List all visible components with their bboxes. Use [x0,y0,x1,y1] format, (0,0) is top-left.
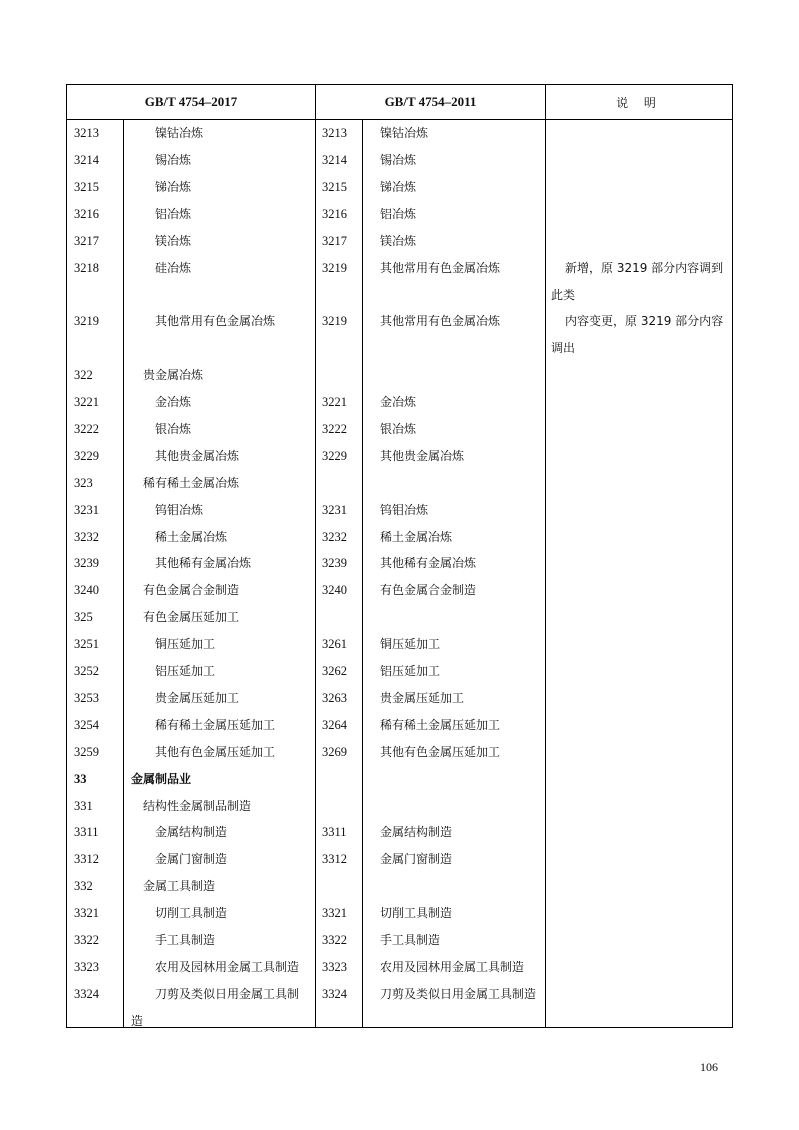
name-2011: 金属门窗制造 [380,852,453,867]
code-2011: 3219 [322,260,347,275]
code-2011: 3222 [322,421,347,436]
name-2017: 农用及园林用金属工具制造 [155,959,300,974]
code-2017: 332 [74,879,93,894]
code-2017: 3321 [74,906,99,921]
code-2017: 322 [74,368,93,383]
code-2017: 3221 [74,395,99,409]
table-row [67,739,732,766]
name-2017: 其他有色金属压延加工 [155,744,276,759]
name-2017: 金冶炼 [155,395,192,409]
table-row [67,981,732,1008]
code-2011: 3324 [322,986,347,1001]
name-2017: 锑冶炼 [155,179,192,194]
code-2011: 3216 [322,206,347,221]
code-2011: 3323 [322,959,347,974]
table-row [67,900,732,927]
table-row [67,954,732,981]
code-2011: 3311 [322,825,347,840]
name-2017: 硅冶炼 [155,260,192,275]
table-row [67,362,732,389]
name-2017: 刀剪及类似日用金属工具制 [155,986,300,1001]
code-2017: 3214 [74,152,99,167]
table-row [67,470,732,497]
name-2011: 稀土金属冶炼 [380,529,453,544]
name-2017: 铜压延加工 [155,637,216,652]
code-2011: 3269 [322,744,347,759]
code-2017: 3240 [74,583,99,598]
table-row [67,550,732,577]
code-2011: 3261 [322,637,347,652]
name-2017: 其他稀有金属冶炼 [155,556,252,571]
name-2017: 金属门窗制造 [155,852,228,867]
code-2011: 3221 [322,395,347,409]
name-2017: 有色金属合金制造 [143,583,240,598]
table-row [67,846,732,873]
code-2011: 3240 [322,583,347,598]
table-row [67,147,732,174]
name-2017: 铝冶炼 [155,206,192,221]
table-row [67,631,732,658]
name-2011: 铜压延加工 [380,637,441,652]
name-2017: 其他常用有色金属冶炼 [155,314,276,329]
code-2017: 3322 [74,933,99,947]
code-2011: 3239 [322,556,347,571]
name-2017: 镍钴冶炼 [155,126,204,140]
name-2011: 锑冶炼 [380,179,417,194]
code-2017: 3253 [74,690,99,705]
table-row [67,443,732,470]
name-2017: 铝压延加工 [155,664,216,678]
name-2011: 镁冶炼 [380,233,417,248]
name-2011: 其他常用有色金属冶炼 [380,260,501,275]
name-2017: 金属制品业 [131,771,192,786]
name-2011: 稀有稀土金属压延加工 [380,717,501,732]
note-cell: 内容变更，原 3219 部分内容调出 [551,314,724,356]
table-row [67,524,732,551]
table-row [67,819,732,846]
table-row [67,389,732,416]
table-row [67,793,732,820]
table-row [67,120,732,147]
name-2017: 镁冶炼 [155,233,192,248]
name-2017: 切削工具制造 [155,906,228,921]
classification-table [66,84,733,1028]
name-2011: 金冶炼 [380,395,417,409]
table-row [67,416,732,443]
code-2011: 3263 [322,690,347,705]
name-2011: 金属结构制造 [380,825,453,840]
name-2017: 稀有稀土金属压延加工 [155,717,276,732]
code-2017: 3254 [74,717,99,732]
table-row [67,201,732,228]
code-2017: 3217 [74,233,99,248]
code-2017: 3231 [74,502,99,517]
name-2017: 贵金属压延加工 [155,690,240,705]
code-2011: 3231 [322,502,347,517]
code-2017: 3323 [74,959,99,974]
code-2017: 3311 [74,825,99,840]
code-2017: 3218 [74,260,99,275]
code-2017: 3259 [74,744,99,759]
code-2011: 3264 [322,717,347,732]
name-2017: 贵金属冶炼 [143,368,204,383]
name-2011: 刀剪及类似日用金属工具制造 [380,986,537,1001]
code-2017: 325 [74,610,93,625]
name-2017: 稀有稀土金属冶炼 [143,475,240,490]
name-2017: 造 [131,1013,144,1028]
code-2017: 33 [74,771,87,786]
name-2011: 手工具制造 [380,933,441,947]
name-2011: 农用及园林用金属工具制造 [380,959,525,974]
code-2017: 3324 [74,986,99,1001]
name-2011: 其他常用有色金属冶炼 [380,314,501,329]
table-row [67,873,732,900]
name-2011: 铝压延加工 [380,664,441,678]
name-2011: 银冶炼 [380,421,417,436]
table-row [67,497,732,524]
code-2017: 3213 [74,126,99,140]
table-row [67,927,732,954]
code-2017: 3215 [74,179,99,194]
table-row [67,766,732,793]
name-2011: 锡冶炼 [380,152,417,167]
code-2017: 3232 [74,529,99,544]
header-gb2011: GB/T 4754–2011 [384,94,477,109]
code-2011: 3232 [322,529,347,544]
table-row [67,712,732,739]
table-row [67,174,732,201]
code-2017: 3251 [74,637,99,652]
code-2017: 3229 [74,448,99,463]
code-2011: 3322 [322,933,347,947]
code-2017: 3312 [74,852,99,867]
page-number: 106 [700,1060,718,1074]
code-2017: 323 [74,475,93,490]
name-2011: 贵金属压延加工 [380,690,465,705]
table-row [67,658,732,685]
code-2011: 3312 [322,852,347,867]
note-cell: 新增，原 3219 部分内容调到此类 [551,260,724,302]
name-2017: 稀土金属冶炼 [155,529,228,544]
name-2017: 锡冶炼 [155,152,192,167]
name-2017: 钨钼冶炼 [155,502,204,517]
code-2011: 3321 [322,906,347,921]
code-2011: 3217 [322,233,347,248]
code-2017: 3222 [74,421,99,436]
table-row [67,685,732,712]
name-2011: 钨钼冶炼 [380,502,429,517]
code-2011: 3213 [322,126,347,140]
name-2017: 金属结构制造 [155,825,228,840]
name-2011: 有色金属合金制造 [380,583,477,598]
code-2011: 3219 [322,314,347,329]
table-row [67,604,732,631]
name-2011: 其他贵金属冶炼 [380,448,465,463]
code-2017: 3219 [74,314,99,329]
name-2011: 镍钴冶炼 [380,126,429,140]
code-2017: 3239 [74,556,99,571]
name-2017: 其他贵金属冶炼 [155,448,240,463]
code-2017: 331 [74,798,93,813]
table-row [67,1008,732,1035]
name-2017: 金属工具制造 [143,879,216,894]
header-gb2017: GB/T 4754–2017 [144,94,238,109]
name-2017: 银冶炼 [155,421,192,436]
table-row [67,228,732,255]
code-2011: 3262 [322,664,347,678]
code-2011: 3215 [322,179,347,194]
code-2017: 3252 [74,664,99,678]
code-2011: 3229 [322,448,347,463]
name-2011: 切削工具制造 [380,906,453,921]
code-2011: 3214 [322,152,347,167]
name-2017: 有色金属压延加工 [143,610,240,625]
header-note: 说 明 [616,95,662,110]
name-2011: 铝冶炼 [380,206,417,221]
name-2017: 结构性金属制品制造 [143,798,252,813]
name-2011: 其他有色金属压延加工 [380,744,501,759]
code-2017: 3216 [74,206,99,221]
name-2017: 手工具制造 [155,933,216,947]
name-2011: 其他稀有金属冶炼 [380,556,477,571]
table-row [67,577,732,604]
